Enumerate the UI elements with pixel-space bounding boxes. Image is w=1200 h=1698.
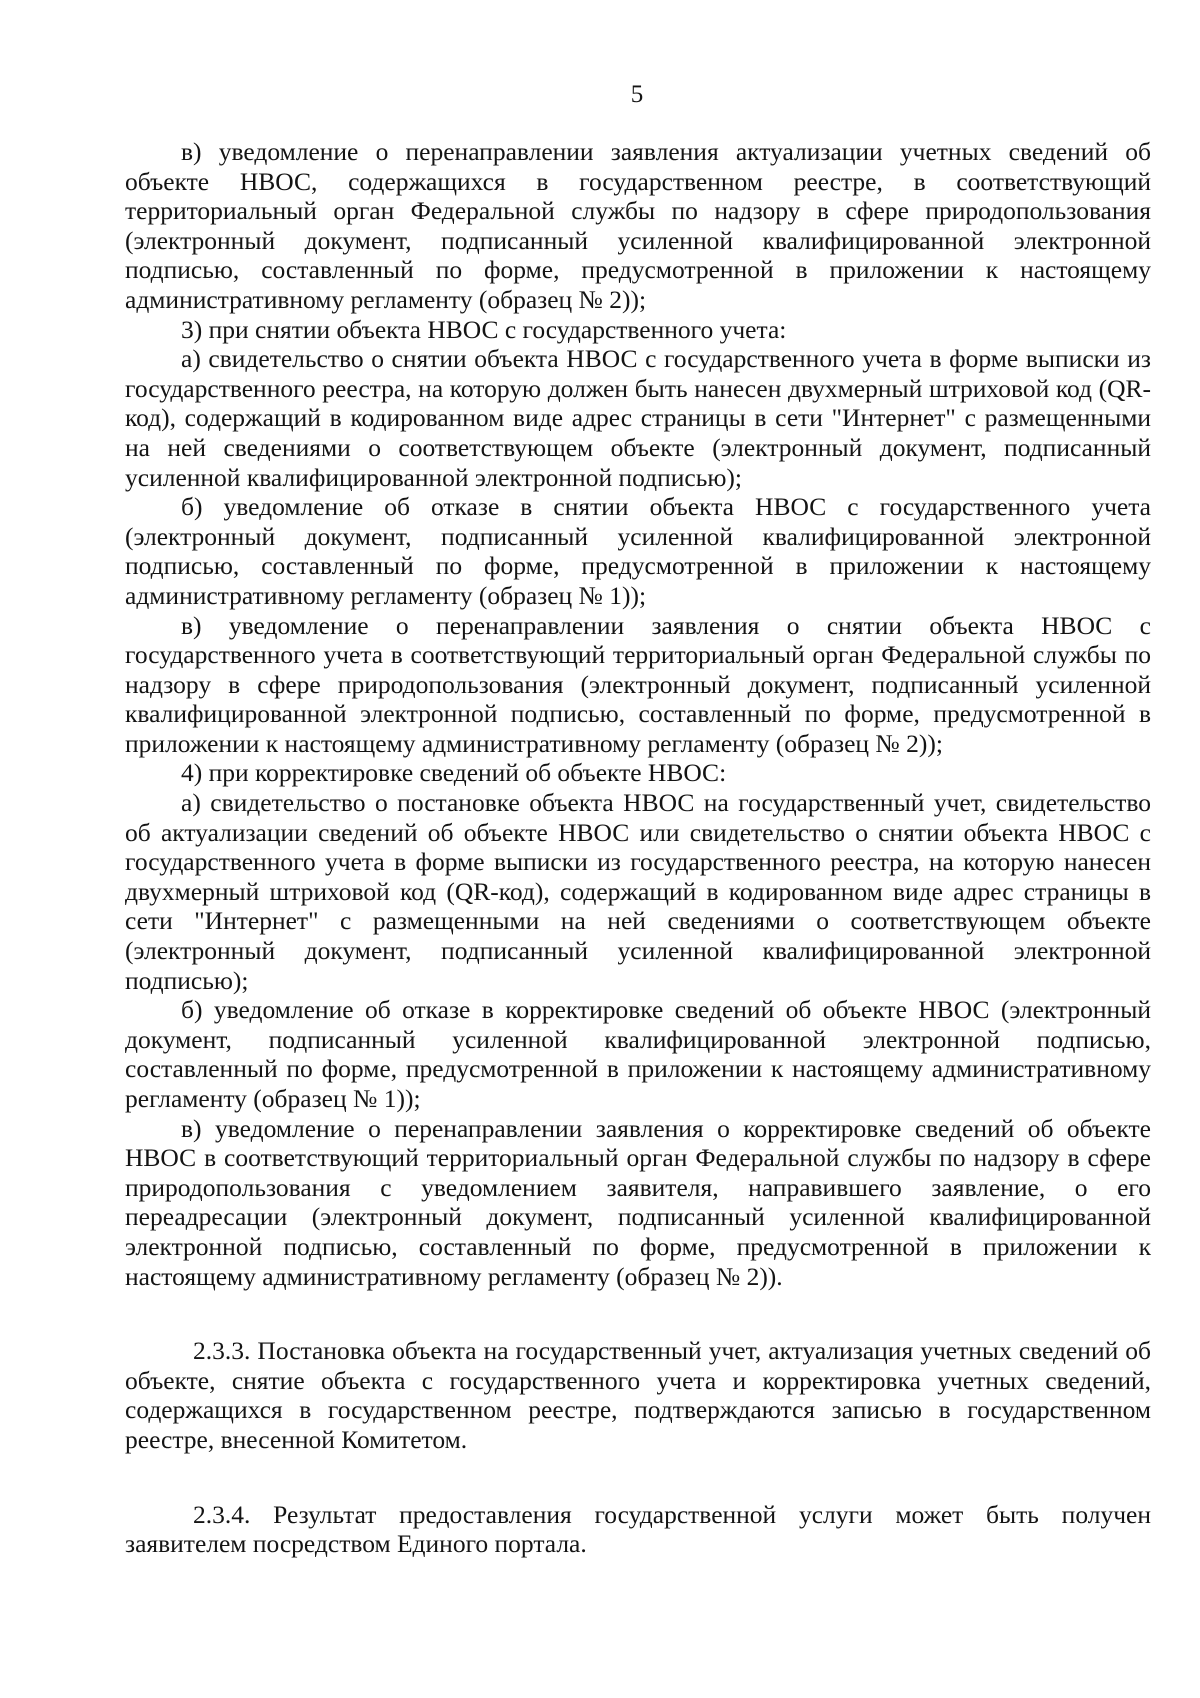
paragraph-item-a-removal-certificate: а) свидетельство о снятии объекта НВОС с государственного учета в форме выписки из государственного реестра, на которую должен быть нанесен двухмерный штриховой код (QR-код), содержащий в кодированном виде адрес страницы в сети "Интернет" с размещенными на ней сведениями о соответствующем объекте (электронный документ, подписанный усиленной квалифицированной электронной подписью); bbox=[125, 344, 1151, 492]
paragraph-item-v-actualization: в) уведомление о перенаправлении заявления актуализации учетных сведений об объекте НВОС, содержащихся в государственном реестре, в соответствующий территориальный орган Федеральной службы по надзору в сфере природопользования (электронный документ, подписанный усиленной квалифицированной электронной подписью, составленный по форме, предусмотренной в приложении к настоящему административному регламенту (образец № 2)); bbox=[125, 137, 1151, 314]
page-number: 5 bbox=[630, 81, 644, 108]
paragraph-item-b-correction-refusal: б) уведомление об отказе в корректировке сведений об объекте НВОС (электронный документ, подписанный усиленной квалифицированной электронной подписью, составленный по форме, предусмотренной в приложении к настоящему административному регламенту (образец № 1)); bbox=[125, 995, 1151, 1113]
paragraph-item-b-removal-refusal: б) уведомление об отказе в снятии объекта НВОС с государственного учета (электронный документ, подписанный усиленной квалифицированной электронной подписью, составленный по форме, предусмотренной в приложении к настоящему административному регламенту (образец № 1)); bbox=[125, 492, 1151, 610]
paragraph-2-3-3: 2.3.3. Постановка объекта на государственный учет, актуализация учетных сведений об объекте, снятие объекта с государственного учета и корректировка учетных сведений, содержащихся в государственном реестре, подтверждаются записью в государственном реестре, внесенной Комитетом. bbox=[125, 1336, 1151, 1454]
paragraph-item-v-correction-redirect: в) уведомление о перенаправлении заявления о корректировке сведений об объекте НВОС в соответствующий территориальный орган Федеральной службы по надзору в сфере природопользования с уведомлением заявителя, направившего заявление, о его переадресации (электронный документ, подписанный усиленной квалифицированной электронной подписью, составленный по форме, предусмотренной в приложении к настоящему административному регламенту (образец № 2)). bbox=[125, 1113, 1151, 1291]
paragraph-2-3-4: 2.3.4. Результат предоставления государственной услуги может быть получен заявителем посредством Единого портала. bbox=[125, 1499, 1151, 1559]
document-body bbox=[125, 137, 1151, 1559]
paragraph-section-3-heading: 3) при снятии объекта НВОС с государственного учета: bbox=[181, 314, 787, 344]
paragraph-item-a-correction-certificate: а) свидетельство о постановке объекта НВОС на государственный учет, свидетельство об актуализации сведений об объекте НВОС или свидетельство о снятии объекта НВОС с государственного учета в форме выписки из государственного реестра, на которую нанесен двухмерный штриховой код (QR-код), содержащий в кодированном виде адрес страницы в сети "Интернет" с размещенными на ней сведениями о соответствующем объекте (электронный документ, подписанный усиленной квалифицированной электронной подписью); bbox=[125, 788, 1151, 995]
paragraph-item-v-removal-redirect: в) уведомление о перенаправлении заявления о снятии объекта НВОС с государственного учета в соответствующий территориальный орган Федеральной службы по надзору в сфере природопользования (электронный документ, подписанный усиленной квалифицированной электронной подписью, составленный по форме, предусмотренной в приложении к настоящему административному регламенту (образец № 2)); bbox=[125, 610, 1151, 758]
paragraph-section-4-heading: 4) при корректировке сведений об объекте НВОС: bbox=[181, 758, 727, 788]
